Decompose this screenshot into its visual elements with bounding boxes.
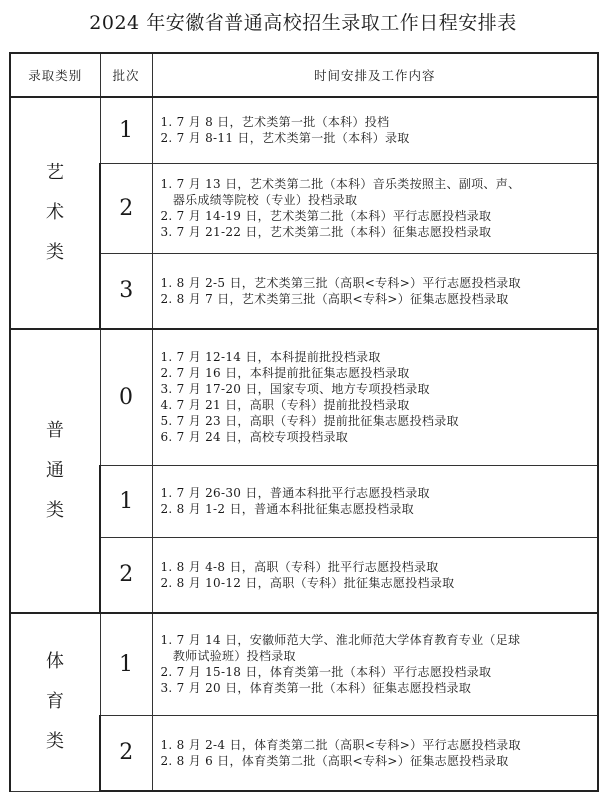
content-cell (152, 329, 598, 465)
table-row (10, 97, 598, 163)
batch-cell: 2 (100, 537, 152, 613)
category-char: 体 (46, 651, 64, 673)
batch-cell: 0 (100, 329, 152, 465)
list-item: 2. 8 月 10-12 日，高职（专科）批征集志愿投档录取 (160, 575, 455, 590)
list-item: 1. 7 月 13 日，艺术类第二批（本科）音乐类按照主、副项、声、 器乐成绩等院校（专业）投档录取 (160, 177, 521, 207)
list-item: 2. 7 月 8-11 日，艺术类第一批（本科）录取 (160, 131, 410, 146)
schedule-table (9, 52, 599, 792)
category-char: 类 (46, 242, 64, 263)
category-char: 类 (46, 731, 64, 753)
batch-cell: 1 (100, 97, 152, 163)
list-item: 1. 8 月 4-8 日，高职（专科）批平行志愿投档录取 (160, 559, 439, 574)
batch-cell: 2 (100, 715, 152, 791)
category-char: 普 (46, 420, 64, 441)
content-cell (152, 163, 598, 253)
list-item: 2. 8 月 1-2 日，普通本科批征集志愿投档录取 (160, 502, 414, 516)
content-cell (152, 465, 598, 537)
list-item: 3. 7 月 20 日，体育类第一批（本科）征集志愿投档录取 (160, 681, 472, 696)
list-item: 1. 8 月 2-5 日，艺术类第三批（高职<专科>）平行志愿投档录取 (160, 275, 521, 290)
list-item: 4. 7 月 21 日，高职（专科）提前批投档录取 (160, 398, 410, 413)
list-item: 2. 7 月 14-19 日，艺术类第二批（本科）平行志愿投档录取 (160, 209, 492, 223)
category-cell-sports (10, 613, 100, 791)
table-row (10, 613, 598, 715)
list-item: 2. 8 月 6 日，体育类第二批（高职<专科>）征集志愿投档录取 (160, 753, 509, 768)
list-item: 6. 7 月 24 日，高校专项投档录取 (160, 430, 349, 445)
list-item: 1. 7 月 8 日，艺术类第一批（本科）投档 (160, 115, 390, 130)
content-cell (152, 253, 598, 329)
header-content: 时间安排及工作内容 (152, 53, 598, 97)
category-char: 艺 (46, 162, 64, 183)
content-cell (152, 613, 598, 715)
category-char: 术 (46, 202, 64, 223)
category-char: 类 (46, 500, 64, 521)
category-cell-art (10, 97, 100, 329)
list-item: 2. 8 月 7 日，艺术类第三批（高职<专科>）征集志愿投档录取 (160, 291, 509, 306)
category-cell-general (10, 329, 100, 613)
category-char: 通 (46, 460, 64, 481)
batch-cell: 2 (100, 163, 152, 253)
list-item: 2. 7 月 16 日，本科提前批征集志愿投档录取 (160, 366, 410, 381)
batch-cell: 1 (100, 613, 152, 715)
category-char: 育 (46, 691, 64, 713)
batch-cell: 1 (100, 465, 152, 537)
header-category: 录取类别 (10, 53, 100, 97)
table-row (10, 329, 598, 465)
list-item: 5. 7 月 23 日，高职（专科）提前批征集志愿投档录取 (160, 414, 459, 429)
header-row (10, 53, 598, 97)
content-cell (152, 715, 598, 791)
page-title: 2024 年安徽省普通高校招生录取工作日程安排表 (89, 12, 517, 34)
list-item: 1. 7 月 26-30 日，普通本科批平行志愿投档录取 (160, 486, 430, 500)
list-item: 1. 7 月 14 日，安徽师范大学、淮北师范大学体育教育专业（足球 教师试验班）投档录取 (160, 633, 521, 664)
content-cell (152, 97, 598, 163)
batch-cell: 3 (100, 253, 152, 329)
list-item: 3. 7 月 21-22 日，艺术类第二批（本科）征集志愿投档录取 (160, 225, 492, 239)
header-batch: 批次 (100, 53, 152, 97)
list-item: 1. 8 月 2-4 日，体育类第二批（高职<专科>）平行志愿投档录取 (160, 737, 521, 752)
list-item: 2. 7 月 15-18 日，体育类第一批（本科）平行志愿投档录取 (160, 665, 492, 680)
content-cell (152, 537, 598, 613)
list-item: 1. 7 月 12-14 日，本科提前批投档录取 (160, 350, 381, 365)
list-item: 3. 7 月 17-20 日，国家专项、地方专项投档录取 (160, 382, 430, 397)
